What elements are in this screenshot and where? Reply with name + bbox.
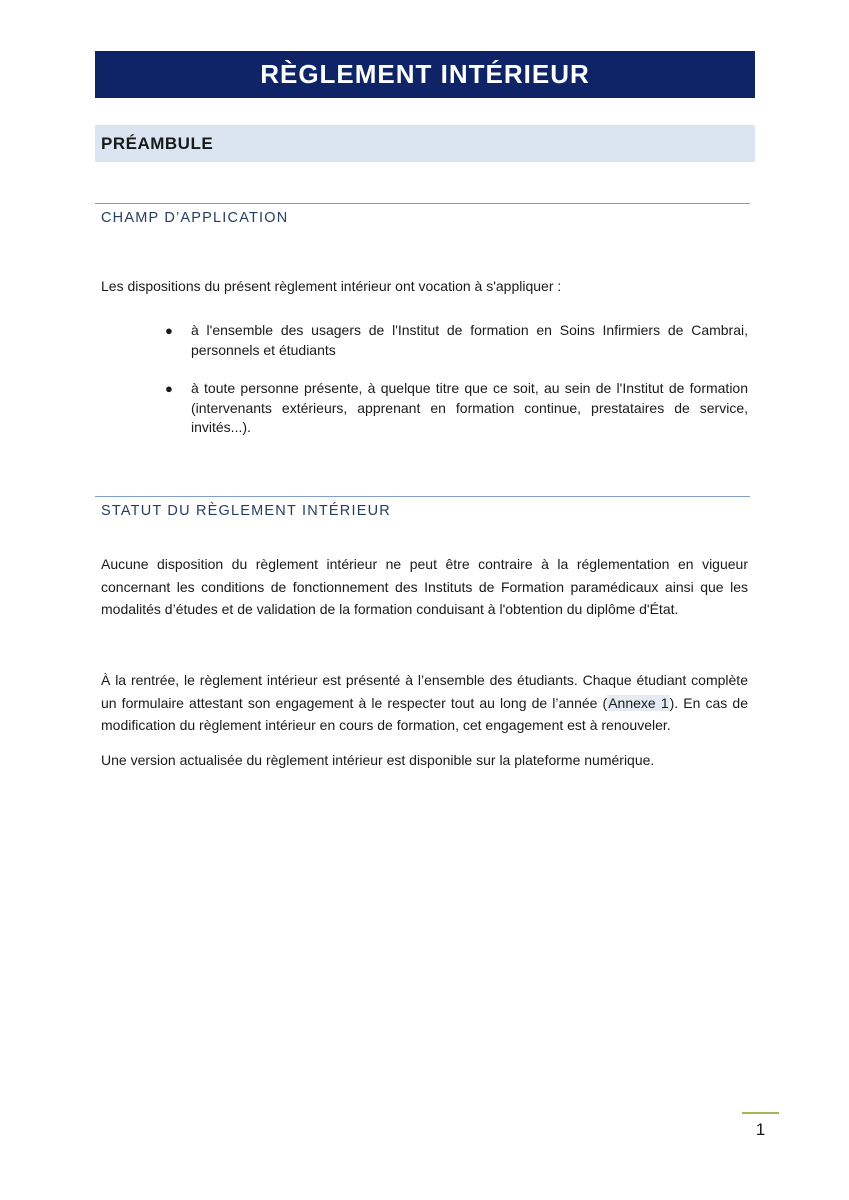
annexe-1-link[interactable]: Annexe 1 — [608, 694, 669, 711]
bullet-dot-icon: ● — [165, 381, 173, 396]
bullet-dot-icon: ● — [165, 323, 173, 338]
paragraph-text: À la rentrée, le règlement intérieur est présenté à l’ensemble des étudiants. Chaque étudiant complète un formulaire attestant son engagement à le respecter tout au long de l’année ( — [101, 672, 748, 711]
statut-paragraph-3: Une version actualisée du règlement intérieur est disponible sur la plateforme numérique. — [101, 752, 655, 768]
champ-intro-paragraph: Les dispositions du présent règlement intérieur ont vocation à s'appliquer : — [101, 278, 562, 294]
section-title-preambule: PRÉAMBULE — [95, 125, 755, 162]
bullet-item — [165, 379, 748, 438]
heading-champ-application: CHAMP D’APPLICATION — [95, 203, 750, 226]
bullet-text: à toute personne présente, à quelque titre que ce soit, au sein de l'Institut de formation (intervenants extérieurs, apprenant en formation continue, prestataires de service, invités...). — [191, 380, 748, 435]
footer-rule — [742, 1112, 779, 1114]
statut-paragraph-2 — [101, 669, 748, 737]
bullet-text: à l'ensemble des usagers de l'Institut de formation en Soins Infirmiers de Cambrai, personnels et étudiants — [191, 322, 748, 358]
heading-statut-reglement: STATUT DU RÈGLEMENT INTÉRIEUR — [95, 496, 750, 519]
paragraph-text: ). En cas de modification du règlement intérieur en cours de formation, cet engagement est à renouveler. — [101, 694, 748, 733]
document-title: RÈGLEMENT INTÉRIEUR — [95, 51, 755, 98]
statut-paragraph-1: Aucune disposition du règlement intérieur ne peut être contraire à la réglementation en vigueur concernant les conditions de fonctionnement des Instituts de Formation paramédicaux ainsi que les modalités d’études et de validation de la formation conduisant à l'obtention du diplôme d'État. — [101, 556, 748, 617]
bullet-item — [165, 321, 748, 360]
page-number: 1 — [755, 1120, 766, 1139]
